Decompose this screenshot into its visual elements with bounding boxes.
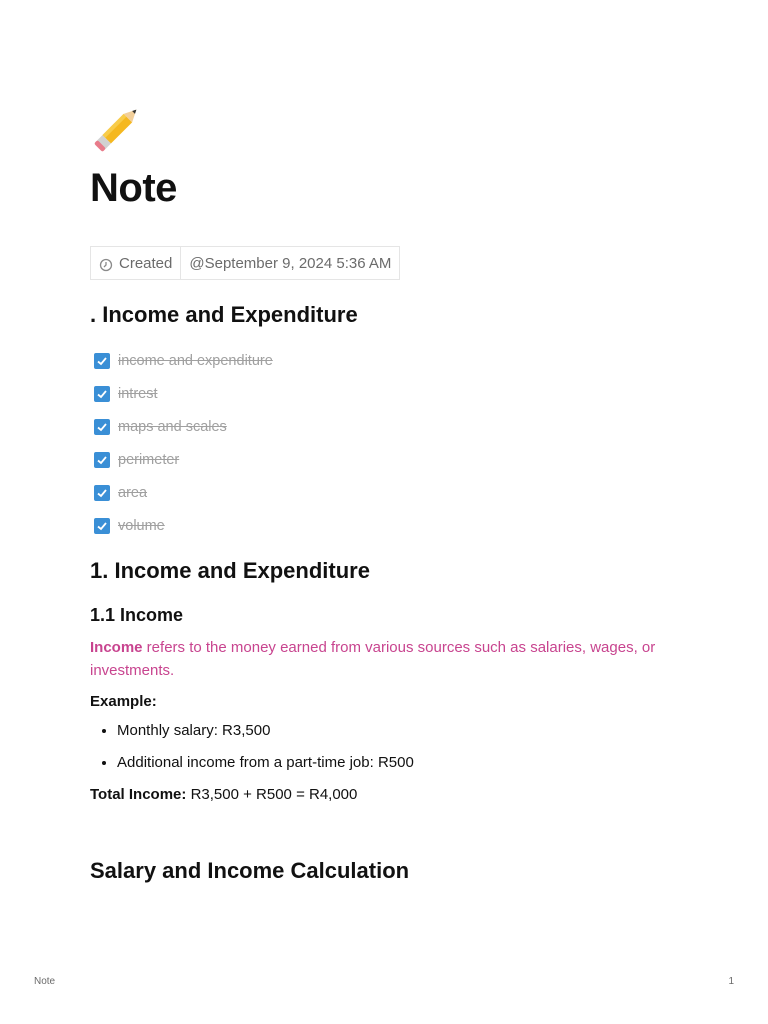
todo-item[interactable]	[90, 344, 690, 377]
pencil-icon	[90, 100, 146, 156]
subsection-heading: 1.1 Income	[90, 605, 184, 625]
example-label: Example:	[90, 693, 157, 710]
property-value[interactable]: @September 9, 2024 5:36 AM	[189, 254, 392, 272]
todo-item[interactable]	[90, 410, 690, 443]
total-label: Total Income:	[90, 786, 187, 803]
checkmark-icon	[96, 487, 108, 499]
todo-heading: . Income and Expenditure	[90, 302, 358, 327]
footer-title: Note	[34, 976, 56, 987]
todo-item[interactable]	[90, 509, 690, 542]
checkbox-checked[interactable]	[94, 386, 110, 402]
checkbox-checked[interactable]	[94, 452, 110, 468]
todo-label: volume	[118, 517, 165, 534]
todo-label: area	[118, 484, 148, 501]
section-heading: Salary and Income Calculation	[90, 858, 410, 883]
checkmark-icon	[96, 355, 108, 367]
definition-text: refers to the money earned from various sources such as salaries, wages, or investments.	[90, 639, 656, 679]
checkbox-checked[interactable]	[94, 419, 110, 435]
checkbox-checked[interactable]	[94, 353, 110, 369]
property-name	[91, 247, 181, 279]
list-item: • Monthly salary: R3,500	[117, 719, 690, 742]
list-item: • Additional income from a part-time job: R500	[117, 751, 690, 774]
todo-label: intrest	[118, 385, 158, 402]
total-value: R3,500 + R500 = R4,000	[186, 786, 358, 803]
definition-term: Income	[90, 639, 143, 656]
page-content	[90, 100, 690, 886]
section-heading: 1. Income and Expenditure	[90, 558, 370, 583]
example-list	[90, 719, 690, 774]
checkmark-icon	[96, 388, 108, 400]
todo-label: maps and scales	[118, 418, 227, 435]
todo-label: income and expenditure	[118, 352, 273, 369]
todo-list	[90, 344, 690, 542]
checkmark-icon	[96, 454, 108, 466]
checkbox-checked[interactable]	[94, 518, 110, 534]
todo-item[interactable]	[90, 443, 690, 476]
property-created[interactable]	[90, 246, 400, 280]
todo-item[interactable]	[90, 476, 690, 509]
page-number: 1	[728, 976, 734, 987]
page-title: Note	[90, 166, 177, 210]
property-label: Created	[119, 254, 173, 272]
checkmark-icon	[96, 520, 108, 532]
income-definition	[90, 636, 690, 682]
clock-icon	[99, 258, 113, 272]
checkbox-checked[interactable]	[94, 485, 110, 501]
todo-item[interactable]	[90, 377, 690, 410]
total-income	[90, 783, 690, 806]
checkmark-icon	[96, 421, 108, 433]
todo-label: perimeter	[118, 451, 180, 468]
